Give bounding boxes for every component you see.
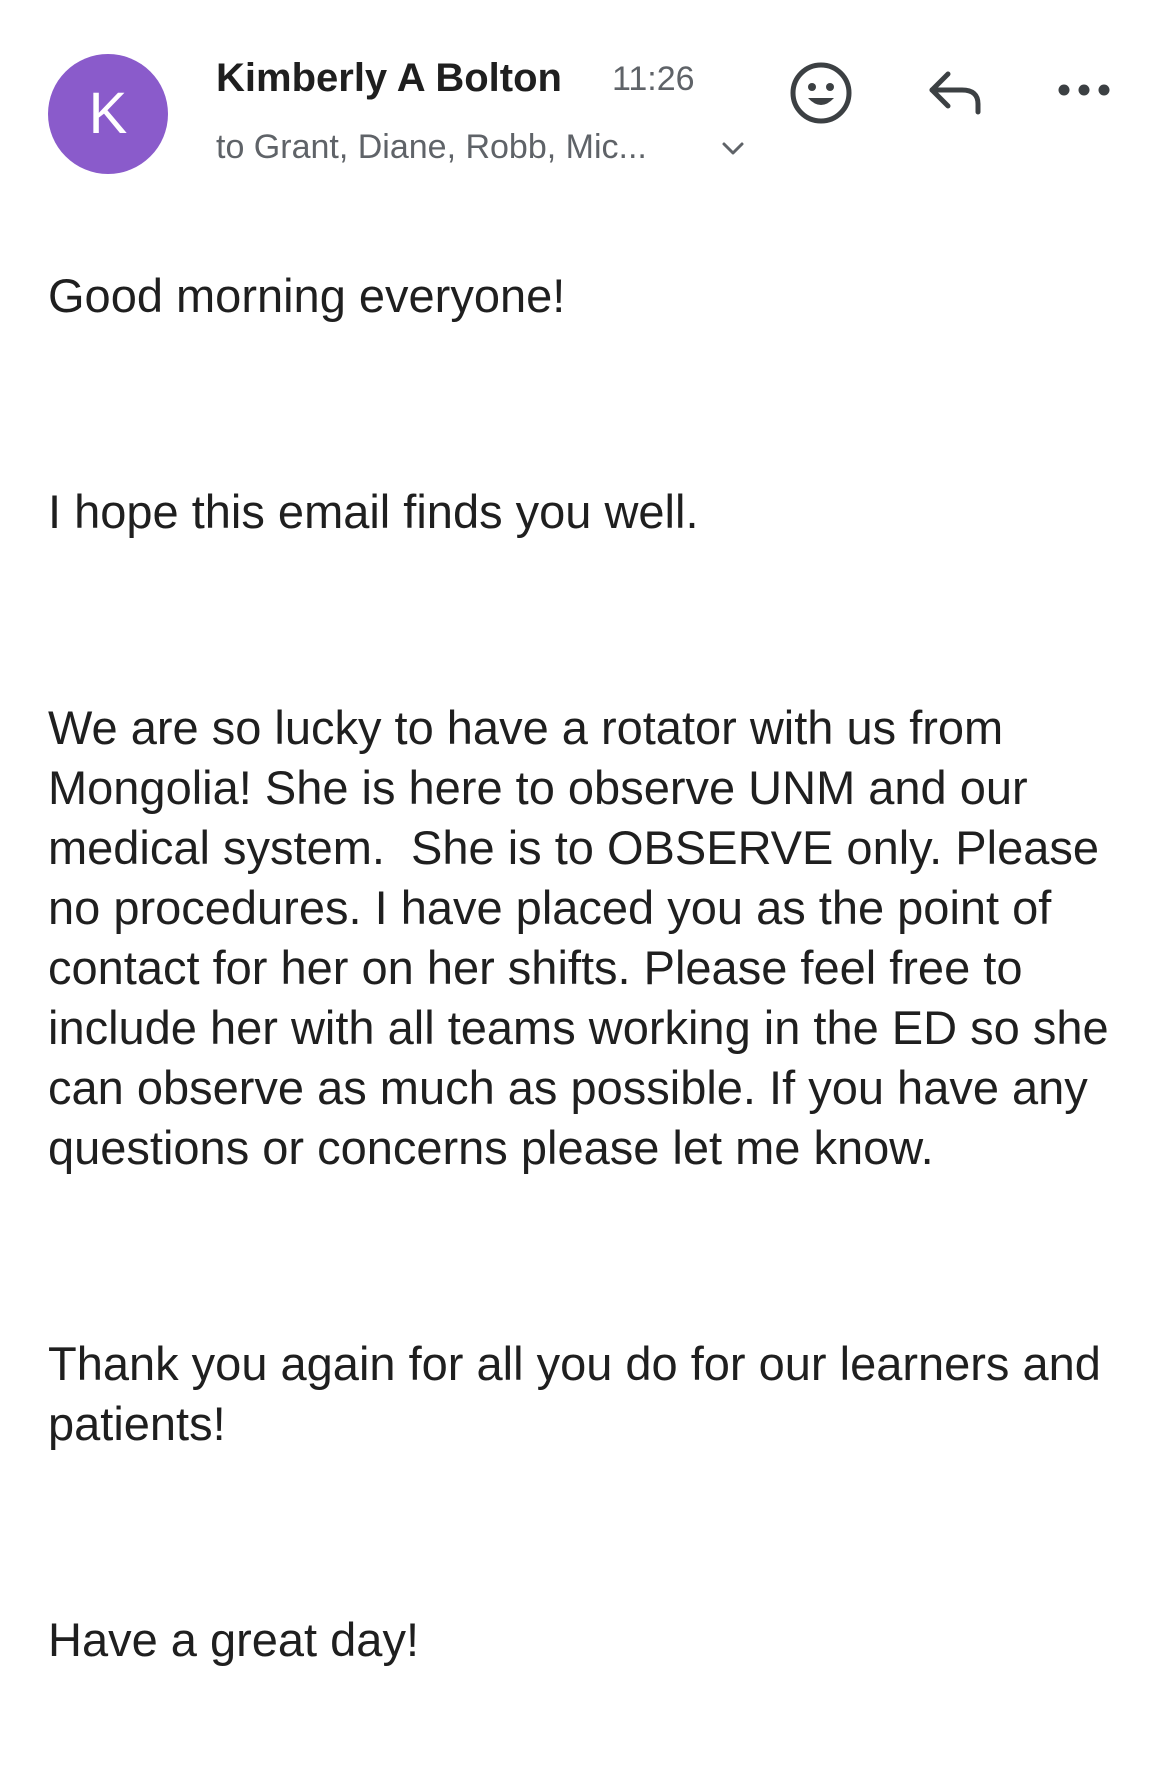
greeting-paragraph: Good morning everyone! bbox=[48, 269, 566, 322]
timestamp: 11:26 bbox=[612, 60, 695, 98]
thanks-paragraph: Thank you again for all you do for our learners and patients! bbox=[48, 1337, 1114, 1450]
reply-icon[interactable] bbox=[922, 62, 988, 122]
sender-name[interactable]: Kimberly A Bolton bbox=[216, 56, 562, 100]
closing-paragraph: Have a great day! bbox=[48, 1613, 419, 1666]
more-horizontal-icon[interactable] bbox=[1056, 70, 1112, 110]
email-body bbox=[48, 266, 1128, 1670]
main-paragraph: We are so lucky to have a rotator with us from Mongolia! She is here to observe UNM and our medical system. She is to OBSERVE only. Please no procedures. I have placed you as the point of contact for her on her shifts. Please feel free to include her with all teams working in the ED so she can observe as much as possible. If you have any questions or concerns please let me know. bbox=[48, 701, 1122, 1174]
recipients-line[interactable]: to Grant, Diane, Robb, Mic... bbox=[216, 128, 647, 166]
chevron-down-icon[interactable] bbox=[718, 134, 748, 164]
sender-avatar[interactable]: K bbox=[48, 54, 168, 174]
paragraph-spacer bbox=[48, 1454, 1128, 1610]
paragraph-spacer bbox=[48, 542, 1128, 698]
paragraph-spacer bbox=[48, 326, 1128, 482]
email-header bbox=[0, 0, 1170, 200]
smiley-icon[interactable] bbox=[788, 60, 854, 126]
paragraph-spacer bbox=[48, 1178, 1128, 1334]
intro-paragraph: I hope this email finds you well. bbox=[48, 485, 699, 538]
